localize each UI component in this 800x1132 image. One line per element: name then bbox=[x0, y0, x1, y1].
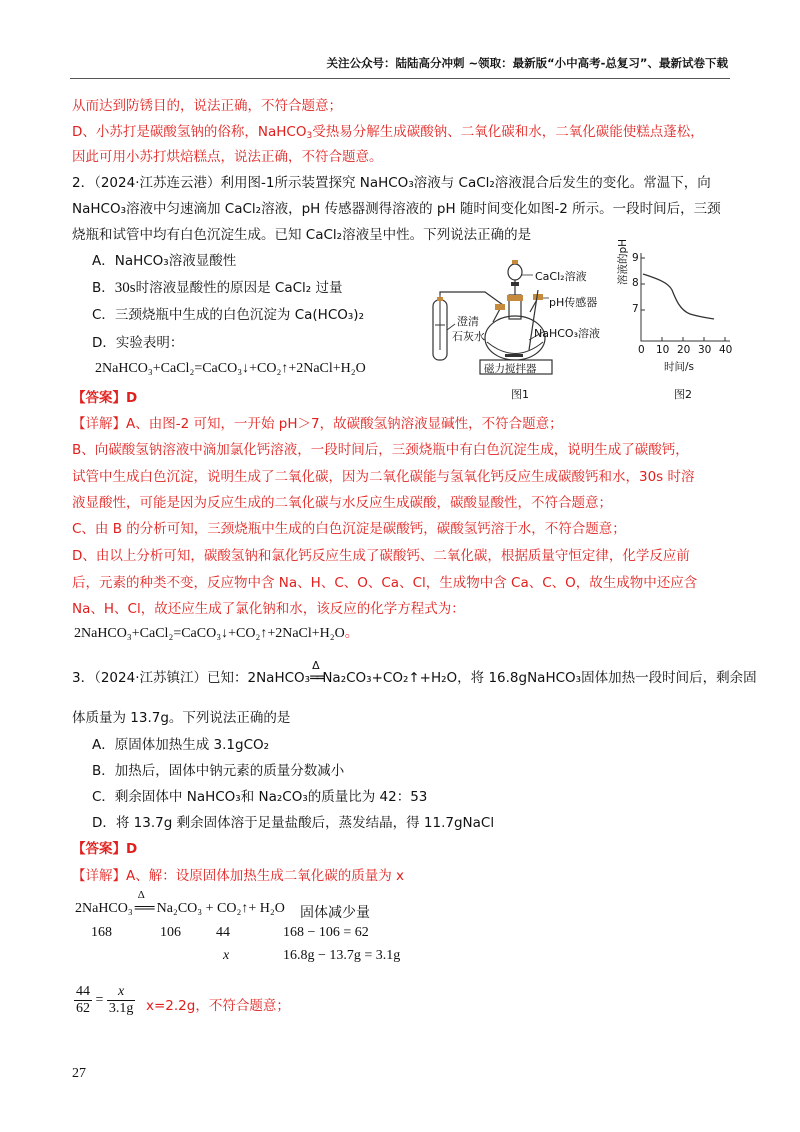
calc-mass-na2co3: 106 bbox=[160, 925, 181, 940]
calc-mass-nahco3: 168 bbox=[91, 925, 112, 940]
label-ph-sensor: pH传感器 bbox=[549, 296, 598, 309]
figure-2-ph-chart bbox=[640, 252, 732, 344]
calc-actual-reduce: 16.8g − 13.7g = 3.1g bbox=[283, 948, 401, 963]
q2-detail-5: C、由 B 的分析可知，三颈烧瓶中生成的白色沉淀是碳酸钙，碳酸氢钙溶于水，不符合题意； bbox=[72, 521, 626, 537]
intro-line-1: 从而达到防锈目的，说法正确，不符合题意； bbox=[72, 98, 342, 114]
calc-equation: 2NaHCO₃ Δ ══ Na₂CO₃ + CO₂↑+ H₂O bbox=[75, 889, 285, 916]
page-number: 27 bbox=[72, 1066, 86, 1081]
q2-option-b: B．30s时溶液显酸性的原因是 CaCl₂ 过量 bbox=[92, 280, 343, 296]
q3-answer: 【答案】D bbox=[72, 841, 138, 857]
label-cacl2-solution: CaCl₂溶液 bbox=[535, 270, 587, 283]
q3-option-a: A．原固体加热生成 3.1gCO₂ bbox=[92, 737, 270, 753]
q2-option-d: D．实验表明： bbox=[92, 335, 184, 351]
y-tick-8: 8 bbox=[632, 277, 639, 289]
q3-option-d: D．将 13.7g 剩余固体溶于足量盐酸后，蒸发结晶，得 11.7gNaCl bbox=[92, 815, 495, 831]
intro-line-2: D、小苏打是碳酸氢钠的俗称，NaHCO$_3$受热易分解生成碳酸钠、二氧化碳和水，二氧化碳能使糕点蓬松， bbox=[72, 124, 704, 141]
y-tick-7: 7 bbox=[632, 303, 639, 315]
page-header: 关注公众号：陆陆高分冲刺 ~领取：最新版“小中高考-总复习”、最新试卷下载 bbox=[326, 56, 728, 70]
q2-detail-8: Na、H、Cl，故还应生成了氯化钠和水，该反应的化学方程式为： bbox=[72, 601, 465, 617]
x-tick-10: 10 bbox=[656, 344, 670, 356]
q3-option-b: B．加热后，固体中钠元素的质量分数减小 bbox=[92, 763, 345, 779]
y-axis-label: 溶液的pH bbox=[617, 238, 629, 285]
q2-equation: 2NaHCO₃+CaCl₂=CaCO₃↓+CO₂↑+2NaCl+H₂O。 bbox=[74, 626, 359, 641]
calc-x: x bbox=[223, 948, 230, 963]
q2-stem-3: 烧瓶和试管中均有白色沉淀生成。已知 CaCl₂溶液呈中性。下列说法正确的是 bbox=[72, 227, 532, 243]
header-rule bbox=[70, 78, 730, 79]
calc-result: x=2.2g，不符合题意； bbox=[146, 998, 290, 1014]
q2-detail-4: 液显酸性，可能是因为反应生成的二氧化碳与水反应生成碳酸，碳酸显酸性，不符合题意； bbox=[72, 495, 612, 511]
q3-stem-2: 体质量为 13.7g。下列说法正确的是 bbox=[72, 710, 291, 726]
heating-delta: Δ bbox=[312, 659, 320, 672]
q2-option-a: A．NaHCO₃溶液显酸性 bbox=[92, 253, 237, 269]
x-tick-40: 40 bbox=[719, 344, 733, 356]
calc-reduce-label: 固体减少量 bbox=[300, 906, 370, 921]
x-tick-20: 20 bbox=[677, 344, 691, 356]
label-magnetic-stirrer: 磁力搅拌器 bbox=[484, 363, 537, 375]
y-tick-9: 9 bbox=[632, 252, 639, 264]
calc-mass-co2: 44 bbox=[216, 925, 230, 940]
q3-option-c: C．剩余固体中 NaHCO₃和 Na₂CO₃的质量比为 42：53 bbox=[92, 789, 428, 805]
label-limewater-2: 石灰水 bbox=[452, 330, 485, 343]
q2-stem-2: NaHCO₃溶液中匀速滴加 CaCl₂溶液，pH 传感器测得溶液的 pH 随时间变化如图-2 所示。一段时间后，三颈 bbox=[72, 201, 721, 217]
label-nahco3-solution: NaHCO₃溶液 bbox=[534, 327, 600, 340]
q3-detail: 【详解】A、解：设原固体加热生成二氧化碳的质量为 x bbox=[72, 868, 405, 884]
q3-stem-1: 3．（2024·江苏镇江）已知：2NaHCO₃ Δ ══Na₂CO₃+CO₂↑+H₂O，将 16.8gNaHCO₃固体加热一段时间后，剩余固 bbox=[72, 668, 757, 688]
figure-2-caption: 图2 bbox=[674, 388, 692, 401]
q2-detail-1: 【详解】A、由图-2 可知，一开始 pH＞7，故碳酸氢钠溶液显碱性，不符合题意； bbox=[72, 416, 563, 432]
q2-detail-2: B、向碳酸氢钠溶液中滴加氯化钙溶液，一段时间后，三颈烧瓶中有白色沉淀生成，说明生成了碳酸钙， bbox=[72, 442, 689, 458]
calc-mass-reduce: 168 − 106 = 62 bbox=[283, 925, 369, 940]
figure-1-caption: 图1 bbox=[511, 388, 529, 401]
x-tick-0: 0 bbox=[638, 344, 645, 356]
q2-detail-6: D、由以上分析可知，碳酸氢钠和氯化钙反应生成了碳酸钙、二氧化碳，根据质量守恒定律，化学反应前 bbox=[72, 548, 690, 564]
x-tick-30: 30 bbox=[698, 344, 712, 356]
calc-proportion: $\frac{44}{62}$ = $\frac{x}{3.1g}$ bbox=[76, 984, 134, 1016]
x-axis-label: 时间/s bbox=[664, 361, 695, 373]
q2-stem-1: 2．（2024·江苏连云港）利用图-1所示装置探究 NaHCO₃溶液与 CaCl₂溶液混合后发生的变化。常温下，向 bbox=[72, 175, 711, 191]
q2-option-c: C．三颈烧瓶中生成的白色沉淀为 Ca(HCO₃)₂ bbox=[92, 307, 364, 323]
q2-answer: 【答案】D bbox=[72, 390, 138, 406]
intro-line-3: 因此可用小苏打烘焙糕点，说法正确，不符合题意。 bbox=[72, 149, 383, 165]
ph-curve bbox=[643, 274, 714, 319]
q2-detail-3: 试管中生成白色沉淀，说明生成了二氧化碳，因为二氧化碳能与氢氧化钙反应生成碳酸钙和水，30s 时溶 bbox=[72, 469, 695, 485]
q2-option-d-equation: 2NaHCO₃+CaCl₂=CaCO₃↓+CO₂↑+2NaCl+H₂O bbox=[95, 361, 366, 376]
q2-detail-7: 后，元素的种类不变，反应物中含 Na、H、C、O、Ca、Cl，生成物中含 Ca、C、O，故生成物中还应含 bbox=[72, 575, 698, 591]
label-limewater-1: 澄清 bbox=[457, 315, 479, 328]
